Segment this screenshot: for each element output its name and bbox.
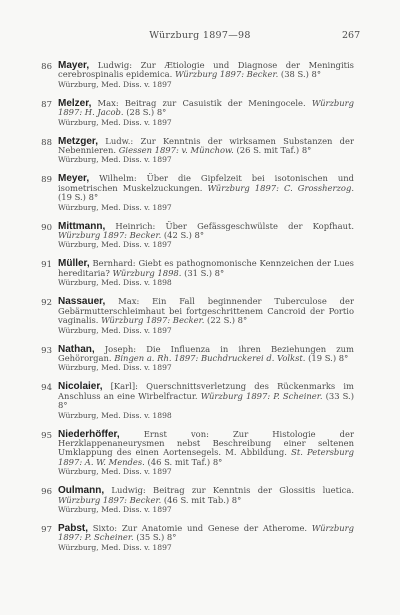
publication-info: Würzburg 1897: Becker. — [101, 315, 205, 326]
list-item — [41, 97, 355, 127]
publication-info: Bingen a. Rh. 1897: Buchdruckerei d. Volkst. — [114, 352, 306, 363]
entry-body — [58, 174, 354, 211]
dissertation-note: Würzburg, Med. Diss. v. 1897 — [58, 79, 172, 89]
entry-number: 90 — [41, 222, 52, 233]
author-surname: Nicolaier, — [58, 381, 103, 393]
list-item — [41, 381, 354, 420]
author-surname: Nassauer, — [58, 296, 106, 308]
page-count: (42 S.) 8° — [163, 230, 205, 241]
running-header: Würzburg 1897—98 — [149, 30, 251, 41]
page-count: (28 S.) 8° — [126, 107, 167, 118]
entry-body — [58, 524, 354, 552]
page-count: (19 S.) 8° — [308, 352, 349, 363]
page-count: (33 S.) 8° — [58, 390, 354, 411]
publication-info: Würzburg 1897: H. Jacob. — [58, 97, 355, 118]
list-item — [41, 258, 354, 288]
dissertation-title: Zur Kenntnis der wirksamen Substanzen der Nebennieren. — [58, 135, 354, 156]
author-given-name: Ludwig: — [97, 60, 133, 70]
entry-number: 86 — [41, 62, 52, 72]
entry-number: 91 — [41, 260, 52, 271]
page-count: (35 S.) 8° — [136, 532, 177, 543]
list-item — [41, 296, 354, 335]
publication-info: Würzburg 1897: Becker. — [175, 69, 279, 80]
entry-body — [58, 382, 354, 419]
publication-info: Würzburg 1897: Becker. — [58, 494, 162, 505]
entry-body — [58, 430, 354, 477]
entry-number: 92 — [41, 298, 52, 309]
author-given-name: [Karl]: — [110, 381, 138, 392]
entry-number: 93 — [41, 345, 52, 356]
dissertation-note: Würzburg, Med. Diss. v. 1897 — [58, 325, 172, 335]
dissertation-title: Zur Histologie der Herzklappenaneurysmen nebst Beschreibung einer seltenen Umklappung des einen Aortensegels. M. Abbildung. — [58, 428, 354, 458]
list-item — [41, 60, 354, 89]
dissertation-title: Querschnittsverletzung des Rückenmarks im Anschluss an eine Wirbelfractur. — [58, 381, 354, 401]
author-given-name: Sixto: — [92, 522, 118, 533]
entry-number: 89 — [41, 175, 52, 186]
dissertation-title: Ein Fall beginnender Tuberculose der Gebärmutterschleimhaut bei fortgeschrittenem Cancroid der Portio vaginalis. — [58, 296, 354, 326]
author-surname: Pabst, — [58, 522, 89, 534]
list-item — [41, 135, 354, 165]
author-given-name: Joseph: — [104, 343, 137, 354]
dissertation-title: Zur Ætiologie und Diagnose der Meningitis cerebrospinalis epidemica. — [58, 60, 354, 80]
list-item — [41, 485, 354, 514]
entry-body — [58, 137, 354, 165]
publication-info: Giessen 1897: v. Münchow. — [118, 145, 234, 156]
author-surname: Oulmann, — [58, 485, 105, 497]
page-count: (46 S. mit Tab.) 8° — [163, 494, 242, 505]
dissertation-title: Beitrag zur Casuistik der Meningocele. — [124, 97, 306, 108]
page-number: 267 — [342, 30, 361, 41]
publication-info: St. Petersburg 1897: A. W. Mendes. — [58, 447, 354, 467]
list-item — [41, 220, 354, 250]
dissertation-note: Würzburg, Med. Diss. v. 1897 — [58, 117, 172, 127]
author-surname: Mayer, — [58, 60, 90, 71]
author-surname: Melzer, — [58, 97, 92, 109]
page-count: (26 S. mit Taf.) 8° — [236, 145, 312, 156]
publication-info: Würzburg 1897: Becker. — [58, 230, 162, 241]
dissertation-title: Über Gefässgeschwülste der Kopfhaut. — [165, 220, 354, 231]
page-count: (31 S.) 8° — [184, 267, 225, 278]
list-item — [41, 343, 354, 373]
list-item — [41, 173, 354, 212]
dissertation-note: Würzburg, Med. Diss. v. 1897 — [58, 155, 172, 165]
publication-info: Würzburg 1898. — [112, 267, 182, 278]
page-count: (19 S.) 8° — [58, 192, 99, 203]
dissertation-title: Giebt es pathognomonische Kennzeichen der Lues hereditaria? — [58, 258, 354, 278]
author-given-name: Bernhard: — [92, 258, 136, 269]
entry-number: 88 — [41, 137, 52, 148]
dissertation-title: Zur Anatomie und Genese der Atherome. — [121, 522, 308, 533]
entry-body — [58, 61, 354, 89]
page-count: (46 S. mit Taf.) 8° — [147, 456, 223, 467]
dissertation-note: Würzburg, Med. Diss. v. 1898 — [58, 410, 172, 420]
dissertation-note: Würzburg, Med. Diss. v. 1897 — [58, 363, 172, 373]
entry-body — [58, 486, 354, 514]
entry-number: 95 — [41, 430, 52, 441]
dissertation-note: Würzburg, Med. Diss. v. 1897 — [58, 504, 172, 514]
entry-number: 97 — [41, 524, 52, 535]
author-surname: Meyer, — [58, 173, 90, 185]
author-surname: Müller, — [58, 258, 90, 270]
dissertation-note: Würzburg, Med. Diss. v. 1897 — [58, 467, 172, 477]
page-count: (22 S.) 8° — [207, 315, 248, 326]
list-item — [41, 428, 354, 477]
entry-number: 87 — [41, 99, 52, 110]
author-given-name: Heinrich: — [115, 220, 156, 231]
dissertation-note: Würzburg, Med. Diss. v. 1897 — [58, 542, 172, 552]
publication-info: Würzburg 1897: P. Scheiner. — [58, 522, 354, 543]
publication-info: Würzburg 1897: P. Scheiner. — [200, 390, 323, 401]
entry-number: 96 — [41, 487, 52, 498]
entry-body — [58, 222, 354, 250]
author-surname: Metzger, — [58, 135, 99, 147]
entry-body — [58, 297, 354, 334]
entry-body — [58, 345, 354, 373]
author-surname: Niederhöffer, — [58, 428, 120, 440]
author-given-name: Max: — [118, 296, 140, 307]
entry-list — [41, 60, 355, 562]
entry-number: 94 — [41, 383, 52, 394]
dissertation-title: Über die Gipfelzeit bei isotonischen und isometrischen Muskelzuckungen. — [58, 173, 354, 193]
author-given-name: Ludw.: — [105, 135, 134, 146]
dissertation-note: Würzburg, Med. Diss. v. 1897 — [58, 240, 172, 250]
author-surname: Nathan, — [58, 343, 95, 355]
author-given-name: Ernst von: — [143, 428, 209, 439]
list-item — [41, 522, 354, 552]
dissertation-note: Würzburg, Med. Diss. v. 1898 — [58, 278, 172, 288]
dissertation-title: Die Influenza in ihren Beziehungen zum Gehörorgan. — [58, 343, 354, 363]
entry-body — [58, 259, 354, 287]
author-surname: Mittmann, — [58, 220, 106, 232]
page-count: (38 S.) 8° — [280, 69, 322, 80]
author-given-name: Ludwig: — [111, 485, 146, 496]
publication-info: Würzburg 1897: C. Grossherzog. — [207, 182, 354, 193]
author-given-name: Wilhelm: — [99, 173, 137, 184]
entry-body — [58, 99, 354, 127]
dissertation-note: Würzburg, Med. Diss. v. 1897 — [58, 202, 172, 212]
dissertation-title: Beitrag zur Kenntnis der Glossitis luetica. — [153, 485, 354, 496]
author-given-name: Max: — [97, 97, 119, 108]
